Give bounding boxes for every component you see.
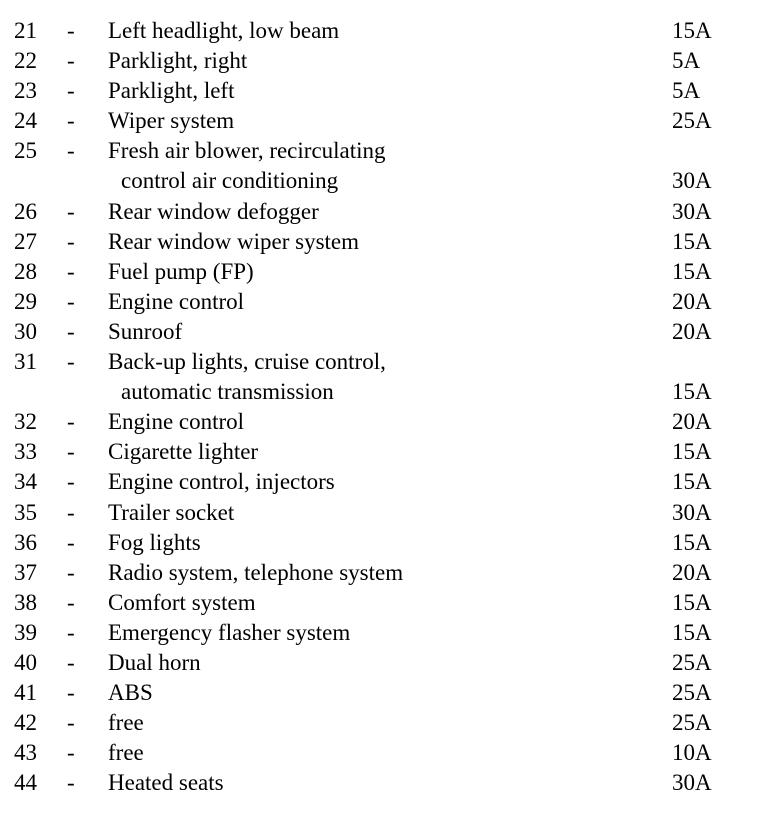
fuse-number: 32 bbox=[14, 409, 37, 435]
fuse-dash: - bbox=[67, 409, 75, 435]
fuse-description: Wiper system bbox=[108, 108, 235, 134]
fuse-row bbox=[0, 407, 770, 437]
fuse-dash: - bbox=[67, 198, 75, 224]
fuse-row bbox=[0, 197, 770, 227]
fuse-row bbox=[0, 16, 770, 46]
fuse-rating: 10A bbox=[672, 740, 712, 766]
fuse-dash: - bbox=[67, 559, 75, 585]
fuse-rating: 15A bbox=[672, 529, 712, 555]
fuse-description: Dual horn bbox=[108, 649, 201, 675]
fuse-number: 39 bbox=[14, 619, 37, 645]
fuse-rating: 15A bbox=[672, 258, 712, 284]
fuse-description: Parklight, right bbox=[108, 48, 248, 74]
fuse-number: 36 bbox=[14, 529, 37, 555]
fuse-row bbox=[0, 467, 770, 497]
fuse-number: 27 bbox=[14, 228, 37, 254]
fuse-row bbox=[0, 768, 770, 798]
fuse-row bbox=[0, 257, 770, 287]
fuse-number: 31 bbox=[14, 349, 37, 375]
fuse-number: 37 bbox=[14, 559, 37, 585]
fuse-description: Cigarette lighter bbox=[108, 439, 259, 465]
fuse-description: Engine control, injectors bbox=[108, 469, 335, 495]
fuse-rating: 15A bbox=[672, 589, 712, 615]
fuse-row bbox=[0, 558, 770, 588]
fuse-row bbox=[0, 528, 770, 558]
fuse-rating: 20A bbox=[672, 318, 712, 344]
fuse-dash: - bbox=[67, 469, 75, 495]
fuse-dash: - bbox=[67, 258, 75, 284]
fuse-row-continuation bbox=[0, 377, 770, 407]
fuse-number: 29 bbox=[14, 288, 37, 314]
fuse-dash: - bbox=[67, 318, 75, 344]
fuse-rating: 25A bbox=[672, 680, 712, 706]
fuse-row bbox=[0, 347, 770, 377]
fuse-dash: - bbox=[67, 228, 75, 254]
fuse-description: Back-up lights, cruise control, bbox=[108, 349, 386, 375]
fuse-description: Rear window defogger bbox=[108, 198, 319, 224]
fuse-description: ABS bbox=[108, 680, 153, 706]
fuse-rating: 20A bbox=[672, 288, 712, 314]
fuse-rating: 15A bbox=[672, 379, 712, 405]
fuse-number: 34 bbox=[14, 469, 37, 495]
fuse-description: Rear window wiper system bbox=[108, 228, 360, 254]
fuse-dash: - bbox=[67, 48, 75, 74]
fuse-list bbox=[0, 16, 770, 798]
fuse-rating: 15A bbox=[672, 18, 712, 43]
fuse-row bbox=[0, 106, 770, 136]
fuse-dash: - bbox=[67, 529, 75, 555]
fuse-dash: - bbox=[67, 138, 75, 164]
fuse-dash: - bbox=[67, 288, 75, 314]
fuse-description: control air conditioning bbox=[121, 168, 339, 194]
fuse-number: 38 bbox=[14, 589, 37, 615]
fuse-dash: - bbox=[67, 740, 75, 766]
fuse-dash: - bbox=[67, 680, 75, 706]
fuse-row bbox=[0, 678, 770, 708]
fuse-number: 43 bbox=[14, 740, 37, 766]
fuse-dash: - bbox=[67, 589, 75, 615]
fuse-row bbox=[0, 437, 770, 467]
fuse-dash: - bbox=[67, 499, 75, 525]
fuse-dash: - bbox=[67, 439, 75, 465]
fuse-number: 42 bbox=[14, 710, 37, 736]
fuse-number: 25 bbox=[14, 138, 37, 164]
fuse-row bbox=[0, 287, 770, 317]
fuse-number: 41 bbox=[14, 680, 37, 706]
fuse-number: 30 bbox=[14, 318, 37, 344]
fuse-rating: 15A bbox=[672, 439, 712, 465]
fuse-number: 28 bbox=[14, 258, 37, 284]
fuse-row-continuation bbox=[0, 166, 770, 196]
fuse-rating: 30A bbox=[672, 770, 712, 796]
fuse-description: Fresh air blower, recirculating bbox=[108, 138, 386, 164]
fuse-number: 23 bbox=[14, 78, 37, 104]
fuse-description: Trailer socket bbox=[108, 499, 235, 525]
fuse-row bbox=[0, 227, 770, 257]
fuse-row bbox=[0, 46, 770, 76]
fuse-rating: 5A bbox=[672, 48, 701, 74]
fuse-rating: 15A bbox=[672, 228, 712, 254]
fuse-rating: 15A bbox=[672, 619, 712, 645]
fuse-description: Left headlight, low beam bbox=[108, 18, 340, 43]
fuse-row bbox=[0, 648, 770, 678]
fuse-number: 21 bbox=[14, 18, 37, 43]
fuse-row bbox=[0, 618, 770, 648]
fuse-description: Radio system, telephone system bbox=[108, 559, 404, 585]
fuse-description: Engine control bbox=[108, 288, 245, 314]
fuse-description: free bbox=[108, 710, 144, 736]
fuse-description: Fog lights bbox=[108, 529, 201, 555]
fuse-description: Comfort system bbox=[108, 589, 256, 615]
fuse-dash: - bbox=[67, 18, 75, 43]
fuse-description: Sunroof bbox=[108, 318, 183, 344]
fuse-description: Heated seats bbox=[108, 770, 224, 796]
fuse-dash: - bbox=[67, 649, 75, 675]
fuse-description: automatic transmission bbox=[121, 379, 334, 405]
fuse-number: 33 bbox=[14, 439, 37, 465]
fuse-number: 22 bbox=[14, 48, 37, 74]
fuse-dash: - bbox=[67, 770, 75, 796]
fuse-row bbox=[0, 136, 770, 166]
fuse-rating: 30A bbox=[672, 168, 712, 194]
fuse-description: Parklight, left bbox=[108, 78, 235, 104]
fuse-rating: 25A bbox=[672, 649, 712, 675]
fuse-dash: - bbox=[67, 710, 75, 736]
fuse-number: 26 bbox=[14, 198, 37, 224]
fuse-rating: 25A bbox=[672, 108, 712, 134]
fuse-description: free bbox=[108, 740, 144, 766]
fuse-number: 35 bbox=[14, 499, 37, 525]
fuse-description: Engine control bbox=[108, 409, 245, 435]
fuse-rating: 15A bbox=[672, 469, 712, 495]
fuse-dash: - bbox=[67, 619, 75, 645]
fuse-number: 44 bbox=[14, 770, 37, 796]
fuse-number: 24 bbox=[14, 108, 37, 134]
fuse-row bbox=[0, 738, 770, 768]
fuse-dash: - bbox=[67, 78, 75, 104]
fuse-row bbox=[0, 708, 770, 738]
fuse-rating: 20A bbox=[672, 409, 712, 435]
fuse-row bbox=[0, 498, 770, 528]
fuse-row bbox=[0, 76, 770, 106]
fuse-rating: 30A bbox=[672, 198, 712, 224]
fuse-dash: - bbox=[67, 108, 75, 134]
fuse-dash: - bbox=[67, 349, 75, 375]
fuse-row bbox=[0, 317, 770, 347]
fuse-number: 40 bbox=[14, 649, 37, 675]
fuse-rating: 20A bbox=[672, 559, 712, 585]
fuse-rating: 30A bbox=[672, 499, 712, 525]
fuse-description: Fuel pump (FP) bbox=[108, 258, 254, 284]
fuse-description: Emergency flasher system bbox=[108, 619, 351, 645]
fuse-rating: 25A bbox=[672, 710, 712, 736]
fuse-row bbox=[0, 588, 770, 618]
fuse-rating: 5A bbox=[672, 78, 701, 104]
